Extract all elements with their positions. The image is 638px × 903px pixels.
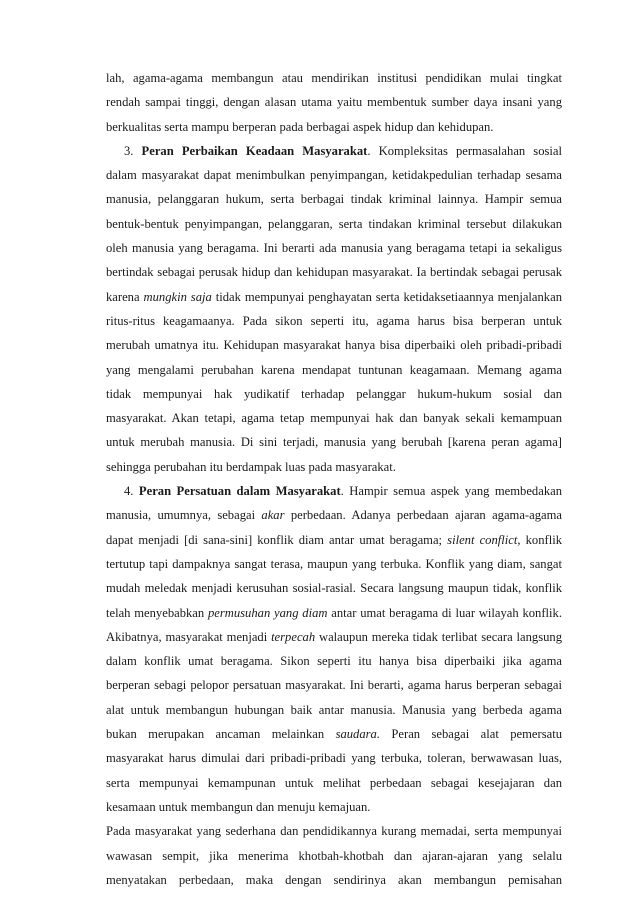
italic-phrase: permusuhan yang diam [207, 605, 328, 620]
italic-phrase: terpecah [271, 629, 316, 644]
text-line: masyarakat harus dimulai dari pribadi-pribadi yang terbuka, toleran, berwawasan luas, [106, 751, 562, 766]
text-line: kesamaan untuk membangun dan menuju kemajuan. [106, 799, 371, 814]
text-line: berkualitas serta mampu berperan pada berbagai aspek hidup dan kehidupan. [106, 119, 494, 134]
text-line: bentuk-bentuk penyimpangan, pelanggaran, serta tindakan kriminal tersebut dilakukan [106, 216, 562, 231]
text-line: alat untuk membangun hubungan baik antar manusia. Manusia yang berbeda agama [106, 702, 562, 717]
text-line: tidak mempunyai hak yudikatif terhadap pelanggar hukum-hukum sosial dan [106, 386, 562, 401]
text-line: lah, agama-agama membangun atau mendirikan institusi pendidikan mulai tingkat [106, 71, 562, 85]
text-line: Pada masyarakat yang sederhana dan pendidikannya kurang memadai, serta mempunyai [106, 824, 562, 839]
text-line: manusia, umumnya, sebagai akar perbedaan. Adanya perbedaan ajaran agama-agama [106, 508, 562, 523]
text-line: telah menyebabkan permusuhan yang diam antar umat beragama di luar wilayah konflik. [106, 605, 562, 620]
text-line: karena mungkin saja tidak mempunyai penghayatan serta ketidaksetiaannya menjalankan [106, 289, 562, 304]
text-line: dapat menjadi [di sana-sini] konflik diam antar umat beragama; silent conflict, konflik [106, 532, 562, 547]
text-line: tertutup tapi dampaknya sangat terasa, maupun yang terbuka. Konflik yang diam, sangat [106, 556, 562, 571]
text-line: oleh manusia yang beragama. Ini berarti ada manusia yang beragama tetapi ia sekaligus [106, 241, 562, 256]
text-line: serta mempunyai kemampunan untuk melihat perbedaan sebagai kesejajaran dan [106, 775, 562, 790]
text-line: berperan sebagi pelopor persatuan masyarakat. Ini berarti, agama harus berperan sebagai [106, 678, 562, 693]
italic-phrase: akar [261, 508, 285, 523]
section-heading-3: Peran Perbaikan Keadaan Masyarakat [141, 143, 368, 158]
text-line: untuk merubah manusia. Di sini terjadi, manusia yang berubah [karena peran agama] [106, 435, 562, 450]
text-line: rendah sampai tinggi, dengan alasan utama yaitu membentuk sumber daya insani yang [106, 95, 562, 110]
text-line: manusia, pelanggaran hukum, serta berbagai tindak kriminal lainnya. Hampir semua [106, 192, 562, 207]
section-heading-4: Peran Persatuan dalam Masyarakat [138, 484, 341, 499]
text-line: masyarakat. Akan tetapi, agama tetap mempunyai hak dan banyak sekali kemampuan [106, 411, 562, 426]
text-line: bukan merupakan ancaman melainkan saudara. Peran sebagai alat pemersatu [106, 727, 562, 742]
text-line: menyatakan perbedaan, maka dengan sendirinya akan membangun pemisahan [106, 872, 562, 887]
text-line: yang mengalami perubahan karena mendapat tuntunan keagamaan. Memang agama [106, 362, 562, 377]
italic-phrase: silent conflict [447, 532, 518, 547]
text-line: mudah meledak menjadi kerusuhan sosial-rasial. Secara langsung maupun tidak, konflik [106, 581, 562, 596]
italic-phrase: saudara. [335, 727, 380, 742]
text-line: dalam konflik umat beragama. Sikon seperti itu hanya bisa diperbaiki jika agama [106, 654, 562, 669]
section-heading-line: 4. Peran Persatuan dalam Masyarakat. Hampir semua aspek yang membedakan [124, 484, 562, 499]
text-line: Akibatnya, masyarakat menjadi terpecah walaupun mereka tidak terlibat secara langsung [106, 629, 562, 644]
italic-phrase: mungkin saja [143, 289, 212, 304]
text-line: dalam masyarakat dapat menimbulkan penyimpangan, ketidakpedulian terhadap sesama [106, 168, 562, 183]
text-line: wawasan sempit, jika menerima khotbah-khotbah dan ajaran-ajaran yang selalu [106, 848, 562, 863]
text-line: merubah umatnya itu. Kehidupan masyarakat hanya bisa diperbaiki oleh pribadi-pribadi [106, 338, 562, 353]
body-text [106, 66, 562, 892]
text-line: bertindak sebagai perusak hidup dan kehidupan masyarakat. Ia bertindak sebagai perusak [106, 265, 562, 280]
section-heading-line: 3. Peran Perbaikan Keadaan Masyarakat. Kompleksitas permasalahan sosial [124, 143, 562, 158]
text-line: ritus-ritus keagamaanya. Pada sikon seperti itu, agama harus bisa berperan untuk [106, 313, 562, 328]
text-line: sehingga perubahan itu berdampak luas pada masyarakat. [106, 459, 396, 474]
